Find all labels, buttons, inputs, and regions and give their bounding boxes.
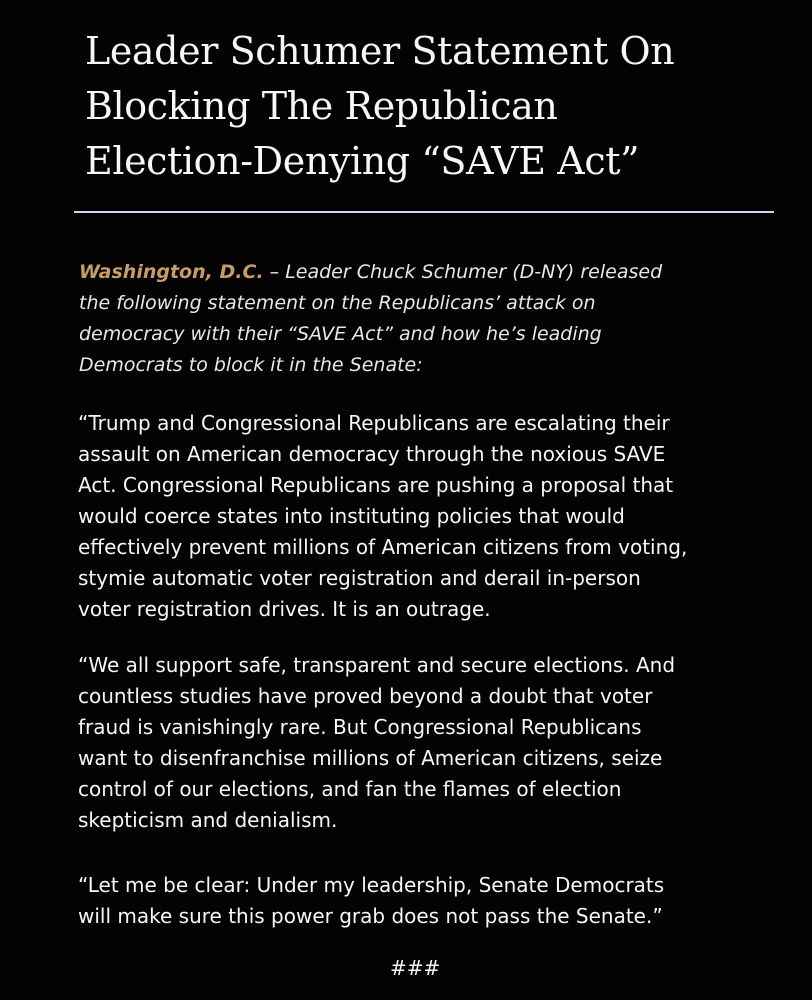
- paragraph-2-line-4: want to disenfranchise millions of American citizens, seize: [78, 746, 663, 770]
- dateline-line-1: [79, 257, 759, 288]
- paragraph-1-line-7: voter registration drives. It is an outrage.: [78, 597, 491, 621]
- title-divider: [74, 211, 774, 213]
- statement-paragraph-2: [78, 650, 778, 836]
- end-mark: ###: [390, 956, 441, 980]
- dateline-line-3: democracy with their “SAVE Act” and how he’s leading: [79, 323, 602, 345]
- paragraph-1-line-3: Act. Congressional Republicans are pushing a proposal that: [78, 473, 674, 497]
- statement-title: [85, 24, 765, 189]
- paragraph-2-line-2: countless studies have proved beyond a doubt that voter: [78, 684, 653, 708]
- paragraph-1-line-5: effectively prevent millions of American citizens from voting,: [78, 535, 688, 559]
- dateline-line-2: the following statement on the Republicans’ attack on: [79, 292, 596, 314]
- dateline-intro: [79, 257, 759, 381]
- paragraph-2-line-1: “We all support safe, transparent and secure elections. And: [78, 653, 676, 677]
- paragraph-1-line-2: assault on American democracy through the noxious SAVE: [78, 442, 666, 466]
- statement-paragraph-3: [78, 870, 778, 932]
- title-line-2: Blocking The Republican: [85, 84, 558, 128]
- paragraph-3-line-2: will make sure this power grab does not pass the Senate.”: [78, 904, 663, 928]
- paragraph-1-line-1: “Trump and Congressional Republicans are escalating their: [78, 411, 670, 435]
- dateline-line-4: Democrats to block it in the Senate:: [79, 354, 423, 376]
- paragraph-1-line-6: stymie automatic voter registration and derail in-person: [78, 566, 641, 590]
- paragraph-1-line-4: would coerce states into instituting policies that would: [78, 504, 625, 528]
- title-line-3: Election-Denying “SAVE Act”: [85, 139, 640, 183]
- paragraph-2-line-6: skepticism and denialism.: [78, 808, 338, 832]
- statement-paragraph-1: [78, 408, 778, 625]
- paragraph-2-line-3: fraud is vanishingly rare. But Congressional Republicans: [78, 715, 642, 739]
- paragraph-3-line-1: “Let me be clear: Under my leadership, Senate Democrats: [78, 873, 665, 897]
- paragraph-2-line-5: control of our elections, and fan the flames of election: [78, 777, 622, 801]
- dateline-location: Washington, D.C.: [79, 261, 264, 283]
- dateline-line-1-text: – Leader Chuck Schumer (D-NY) released: [263, 261, 663, 283]
- title-line-1: Leader Schumer Statement On: [85, 29, 675, 73]
